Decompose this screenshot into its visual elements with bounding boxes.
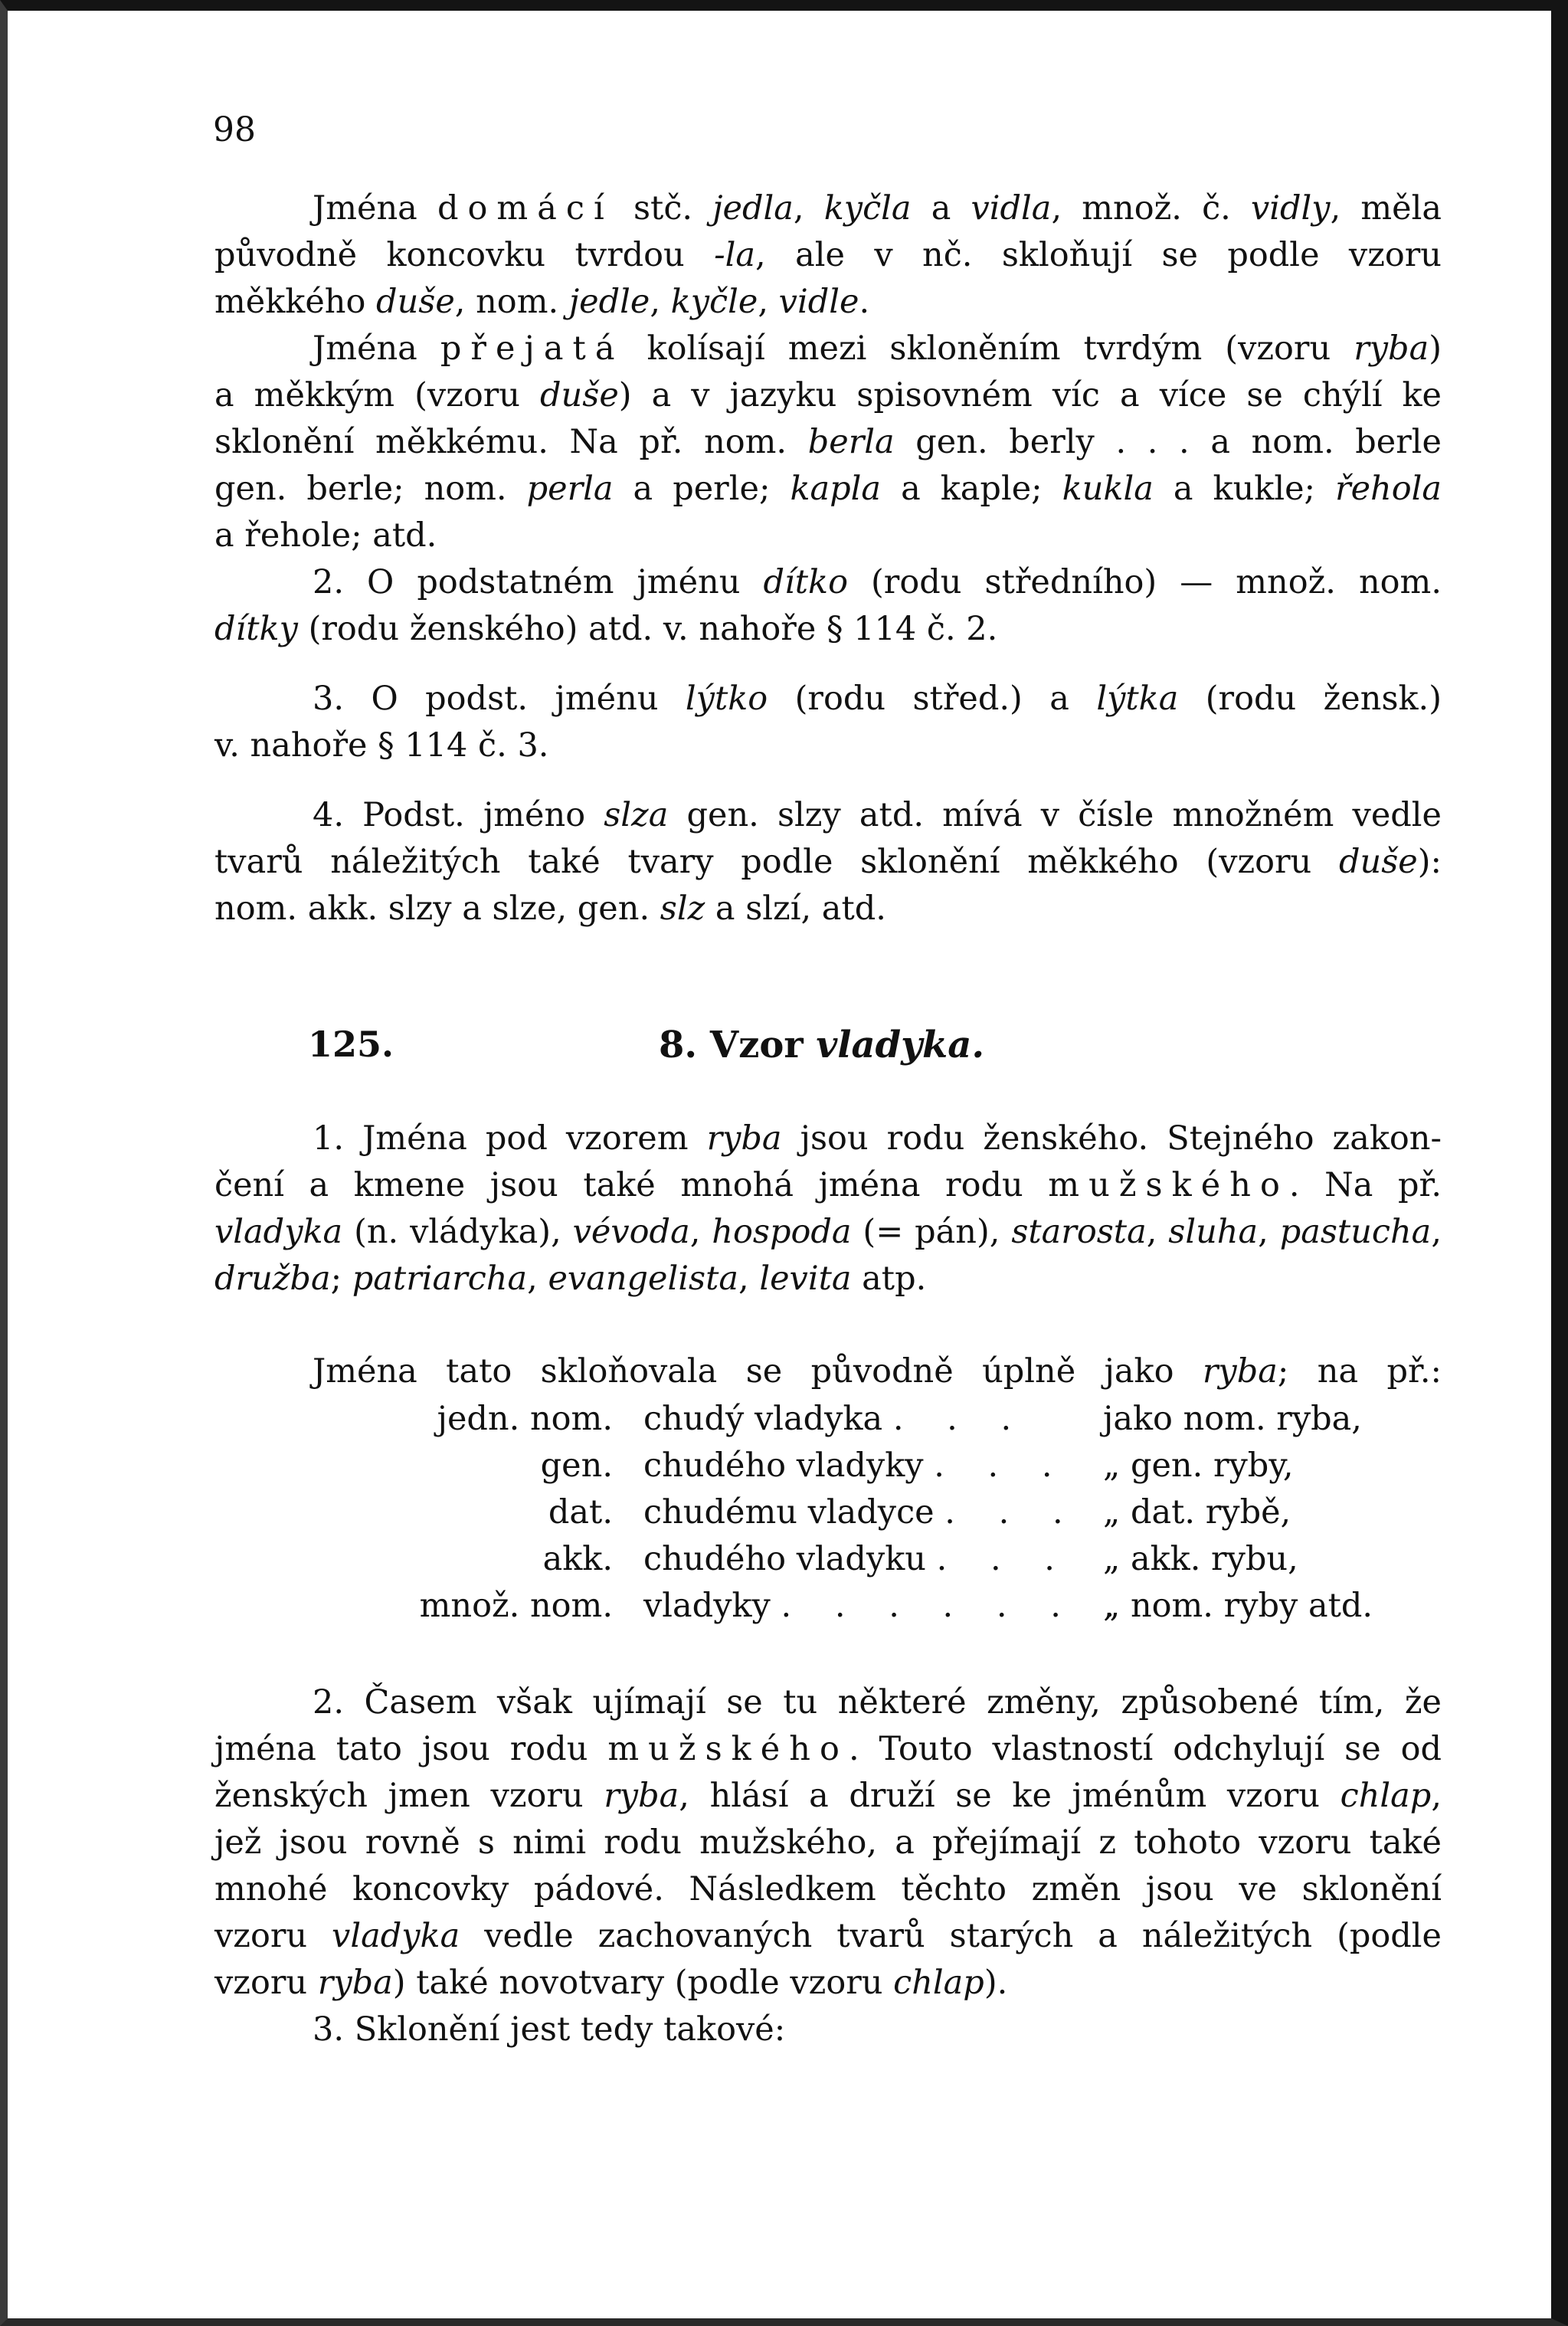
text-line <box>214 2007 1442 2053</box>
page-number: 98 <box>213 110 256 149</box>
italic-word: hospoda <box>712 1213 852 1251</box>
spaced-word: přejatá <box>440 329 624 368</box>
text-run: . <box>859 283 870 321</box>
text-run: a slzí, atd. <box>705 889 886 928</box>
text-run: vzoru <box>214 1964 318 2002</box>
text-run: ; na př.: <box>1277 1352 1442 1391</box>
text-run: mnohé koncovky pádové. Následkem těchto změn jsou ve sklonění <box>214 1870 1442 1908</box>
text-run: ) také novotvary (podle vzoru <box>392 1964 894 2002</box>
text-run: , <box>689 1213 712 1251</box>
italic-word: sluha <box>1168 1213 1259 1251</box>
section-title <box>659 1024 984 1066</box>
text-run: jsou rodu ženského. Stejného zakon- <box>781 1119 1442 1158</box>
text-run: (n. vládyka), <box>342 1213 573 1251</box>
spaced-word: mužského <box>607 1730 849 1768</box>
italic-word: ryba <box>317 1964 393 2002</box>
text-run: v. nahoře § 114 č. 3. <box>214 726 549 765</box>
paragraph-masculine-names <box>214 1115 1442 1302</box>
italic-word: řehola <box>1335 470 1442 508</box>
italic-word: družba <box>214 1260 331 1298</box>
text-line <box>214 513 1442 559</box>
italic-word: lýtko <box>685 680 768 718</box>
text-line <box>214 1960 1442 2007</box>
text-line <box>214 1348 1442 1395</box>
text-run: , množ. č. <box>1051 189 1251 228</box>
italic-word: slza <box>604 796 669 834</box>
paragraph-domestic-names <box>214 185 1442 326</box>
text-run: (rodu žensk.) <box>1178 680 1442 718</box>
text-run: ; <box>330 1260 352 1298</box>
paradigm-case-label: gen. <box>540 1446 613 1485</box>
text-line <box>214 185 1442 232</box>
paragraph-lytko <box>214 676 1442 769</box>
text-run: 4. Podst. jméno <box>313 796 604 834</box>
paragraph-ditko <box>214 559 1442 653</box>
text-run: 3. Sklonění jest tedy takové: <box>313 2010 786 2049</box>
text-run: ) <box>1429 329 1442 368</box>
paradigm-comparison: „ dat. rybě, <box>1103 1493 1291 1532</box>
text-run: , <box>738 1260 760 1298</box>
italic-word: ryba <box>604 1777 679 1815</box>
paradigm-row <box>214 1396 1442 1443</box>
paragraph-borrowed-names <box>214 326 1442 559</box>
text-run: , <box>1146 1213 1169 1251</box>
text-run: , <box>1431 1777 1442 1815</box>
italic-word: vévoda <box>572 1213 690 1251</box>
paradigm-case-label: akk. <box>542 1540 613 1578</box>
text-run: ženských jmen vzoru <box>214 1777 604 1815</box>
paradigm-case-label: jedn. nom. <box>437 1400 613 1438</box>
italic-word: duše <box>376 283 455 321</box>
italic-word: lýtka <box>1096 680 1179 718</box>
text-run: sklonění měkkému. Na př. nom. <box>214 423 808 461</box>
text-run: , <box>793 189 824 228</box>
text-run: čení a kmene jsou také mnohá jména rodu <box>214 1166 1049 1204</box>
italic-word: vidle <box>778 283 859 321</box>
text-run: a <box>911 189 971 228</box>
spaced-word: mužského <box>1048 1166 1289 1204</box>
paragraph-changes <box>214 1679 1442 2007</box>
paradigm-row <box>214 1536 1442 1583</box>
text-run: , <box>527 1260 548 1298</box>
paradigm-comparison: „ nom. ryby atd. <box>1103 1587 1373 1625</box>
text-line <box>214 326 1442 372</box>
text-line <box>214 1115 1442 1162</box>
text-run: 3. O podst. jménu <box>313 680 686 718</box>
text-run: vedle zachovaných tvarů starých a náležitých (podle <box>460 1917 1442 1955</box>
paradigm-row <box>214 1443 1442 1489</box>
text-run: . Na př. <box>1288 1166 1442 1204</box>
italic-word: ryba <box>1354 329 1429 368</box>
paradigm-form: chudého vladyky . . . <box>643 1446 1069 1485</box>
italic-word: kyčle <box>670 283 758 321</box>
paradigm-case-label: dat. <box>548 1493 613 1532</box>
italic-word: dítky <box>214 610 298 648</box>
italic-word: jedla <box>712 189 794 228</box>
spaced-word: domácí <box>437 189 614 228</box>
text-run: , hlásí a druží se ke jménům vzoru <box>679 1777 1340 1815</box>
italic-word: slz <box>660 889 705 928</box>
text-run: kolísají mezi skloněním tvrdým (vzoru <box>624 329 1354 368</box>
text-line <box>214 232 1442 279</box>
text-line <box>214 1679 1442 1726</box>
text-run: původně koncovku tvrdou <box>214 236 715 274</box>
text-run: jména tato jsou rodu <box>214 1730 608 1768</box>
text-run: ). <box>984 1964 1008 2002</box>
paradigm-comparison: jako nom. ryba, <box>1103 1400 1362 1438</box>
italic-word: perla <box>526 470 614 508</box>
text-line <box>214 839 1442 886</box>
italic-word: kapla <box>790 470 882 508</box>
text-line <box>214 886 1442 932</box>
italic-word: vidly <box>1250 189 1331 228</box>
text-run: tvarů náležitých také tvary podle sklonění měkkého (vzoru <box>214 843 1339 881</box>
text-run: , <box>650 283 671 321</box>
paradigm-form: chudý vladyka . . . <box>643 1400 1028 1438</box>
italic-word: pastucha <box>1279 1213 1432 1251</box>
text-line <box>214 1209 1442 1256</box>
text-run: , měla <box>1330 189 1442 228</box>
paradigm-form: vladyky . . . . . . . <box>643 1587 1131 1625</box>
text-line <box>214 792 1442 839</box>
text-run: gen. slzy atd. mívá v čísle množném vedle <box>668 796 1442 834</box>
text-line <box>214 1726 1442 1773</box>
italic-word: vladyka <box>332 1917 460 1955</box>
text-line <box>214 1866 1442 1913</box>
text-line <box>214 1162 1442 1209</box>
text-line <box>214 1820 1442 1866</box>
paradigm-comparison: „ akk. rybu, <box>1103 1540 1298 1578</box>
section-title-word: vladyka. <box>816 1024 985 1066</box>
text-run: a kukle; <box>1153 470 1336 508</box>
paragraph-slza <box>214 792 1442 932</box>
text-run: ): <box>1417 843 1442 881</box>
italic-word: berla <box>807 423 895 461</box>
section-number: 125. <box>308 1024 394 1065</box>
text-run: nom. akk. slzy a slze, gen. <box>214 889 660 928</box>
italic-word: levita <box>759 1260 852 1298</box>
text-run: , <box>758 283 779 321</box>
italic-word: kyčla <box>823 189 912 228</box>
italic-word: chlap <box>1340 1777 1432 1815</box>
text-run: , <box>1258 1213 1280 1251</box>
italic-word: vladyka <box>214 1213 343 1251</box>
paradigm-comparison: „ gen. ryby, <box>1103 1446 1294 1485</box>
italic-word: -la <box>714 236 756 274</box>
text-line <box>214 1773 1442 1820</box>
text-run: měkkého <box>214 283 377 321</box>
text-line <box>214 419 1442 466</box>
paragraph-declension-intro <box>214 1348 1442 1395</box>
italic-word: dítko <box>763 563 848 601</box>
italic-word: chlap <box>893 1964 984 2002</box>
paragraph-declension-lead <box>214 2007 1442 2053</box>
text-run: , nom. <box>454 283 569 321</box>
italic-word: starosta <box>1011 1213 1147 1251</box>
italic-word: kukla <box>1062 470 1154 508</box>
text-run: (= pán), <box>851 1213 1012 1251</box>
text-run: jež jsou rovně s nimi rodu mužského, a přejímají z tohoto vzoru také <box>214 1823 1442 1862</box>
text-line <box>214 606 1442 653</box>
text-run: , <box>1431 1213 1442 1251</box>
italic-word: duše <box>1339 843 1418 881</box>
text-run: stč. <box>613 189 713 228</box>
italic-word: ryba <box>1202 1352 1278 1391</box>
text-line <box>214 372 1442 419</box>
text-run: a perle; <box>613 470 791 508</box>
text-run: a kaple; <box>881 470 1062 508</box>
text-run: atp. <box>851 1260 927 1298</box>
text-line <box>214 1913 1442 1960</box>
text-run: (rodu ženského) atd. v. nahoře § 114 č. 2. <box>297 610 998 648</box>
text-line <box>214 279 1442 326</box>
text-run: a měkkým (vzoru <box>214 376 541 414</box>
paradigm-form: chudého vladyku . . . <box>643 1540 1072 1578</box>
italic-word: evangelista <box>548 1260 738 1298</box>
text-run: a řehole; atd. <box>214 516 437 555</box>
text-run: (rodu středního) — množ. nom. <box>848 563 1442 601</box>
italic-word: patriarcha <box>352 1260 528 1298</box>
text-run: vzoru <box>214 1917 332 1955</box>
text-run: 1. Jména pod vzorem <box>313 1119 707 1158</box>
italic-word: ryba <box>706 1119 782 1158</box>
italic-word: duše <box>540 376 619 414</box>
text-run: gen. berly . . . a nom. berle <box>894 423 1442 461</box>
text-line <box>214 559 1442 606</box>
text-run: 2. O podstatném jménu <box>313 563 764 601</box>
text-line <box>214 676 1442 722</box>
text-line <box>214 1256 1442 1302</box>
text-run: , ale v nč. skloňují se podle vzoru <box>755 236 1442 274</box>
text-run: Jména <box>313 189 437 228</box>
italic-word: jedle <box>568 283 650 321</box>
text-run: . Touto vlastností odchylují se od <box>848 1730 1442 1768</box>
section-title-prefix: 8. Vzor <box>659 1024 817 1066</box>
text-run: (rodu střed.) a <box>768 680 1097 718</box>
text-line <box>214 722 1442 769</box>
text-line <box>214 466 1442 513</box>
italic-word: vidla <box>971 189 1052 228</box>
paradigm-row <box>214 1489 1442 1536</box>
paradigm-case-label: množ. nom. <box>419 1587 613 1625</box>
text-run: 2. Časem však ujímají se tu některé změny, způsobené tím, že <box>313 1683 1442 1722</box>
paradigm-form: chudému vladyce . . . <box>643 1493 1080 1532</box>
paradigm-row <box>214 1583 1442 1630</box>
text-run: ) a v jazyku spisovném víc a více se chýlí ke <box>618 376 1442 414</box>
text-run: Jména <box>313 329 440 368</box>
text-run: Jména tato skloňovala se původně úplně jako <box>313 1352 1203 1391</box>
text-run: gen. berle; nom. <box>214 470 527 508</box>
